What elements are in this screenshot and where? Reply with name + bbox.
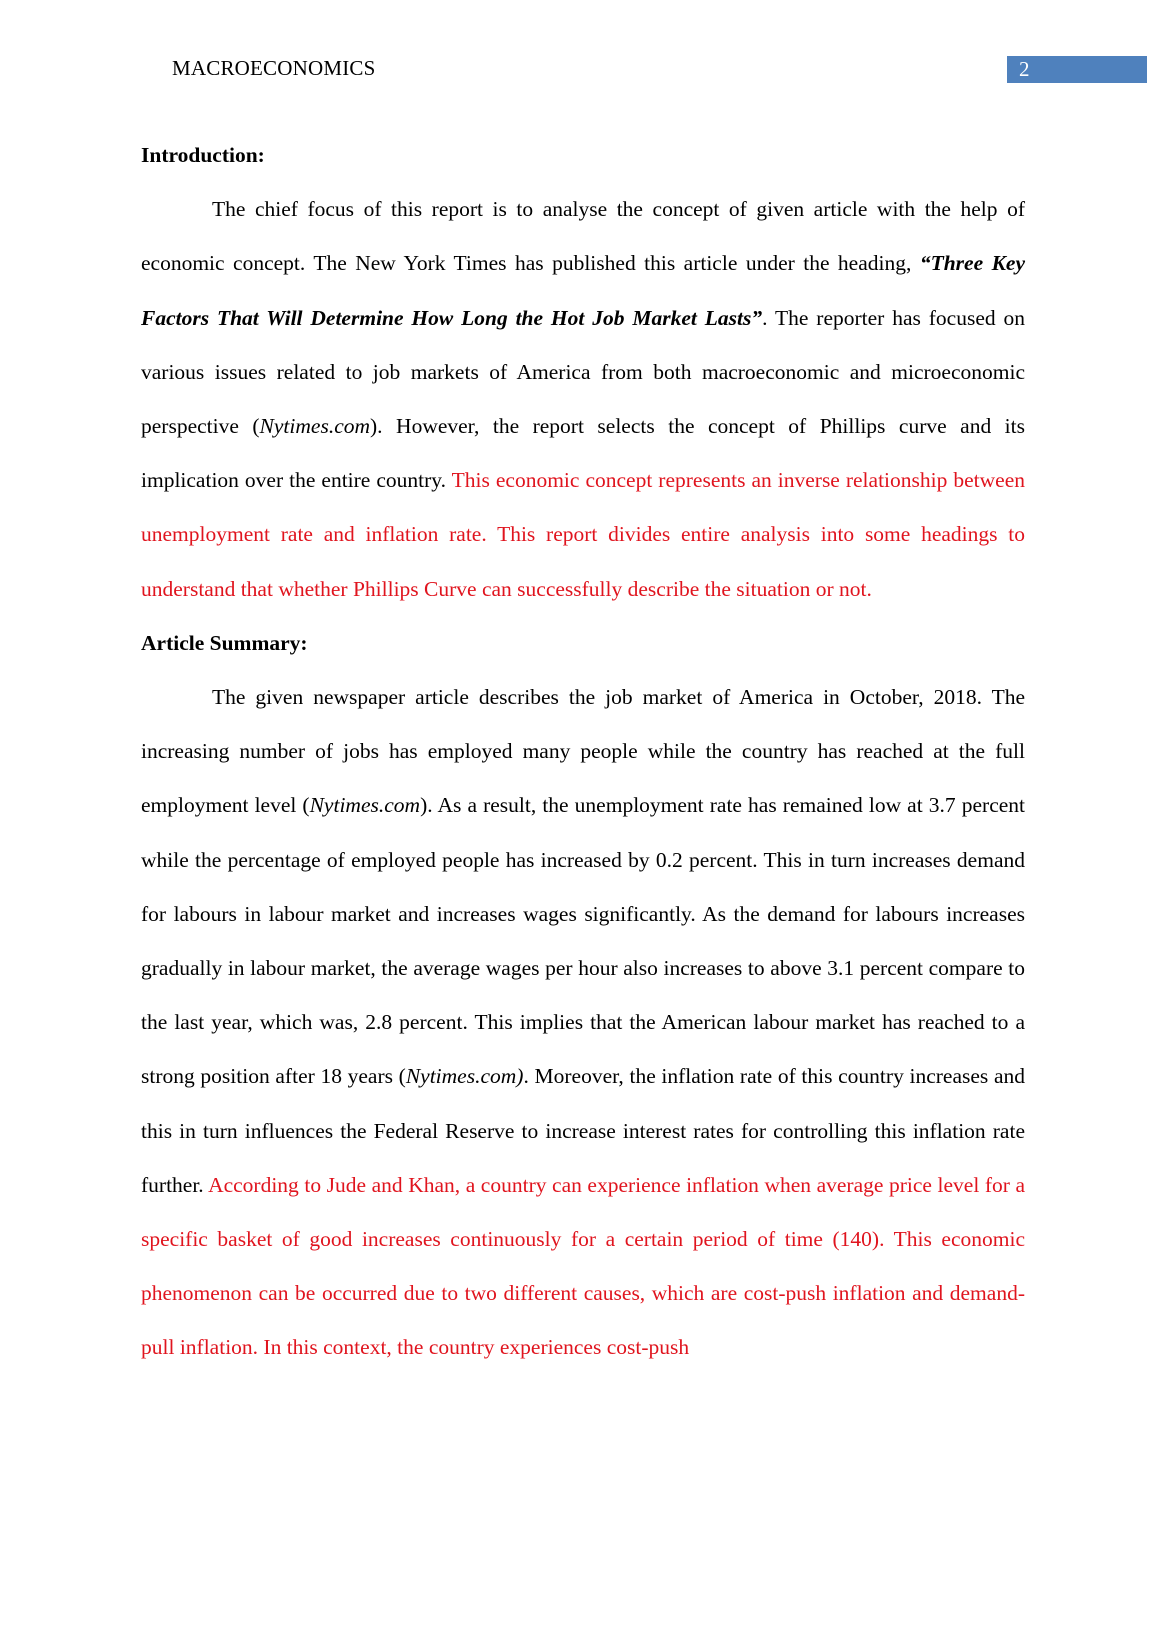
- highlighted-text: According to Jude and Khan, a country can experience inflation when average price level for a specific basket of good increases continuously for a certain period of time (140). This economic phenomenon can be occurred due to two different causes, which are cost-push inflation and demand-pull inflation. In this context, the country experiences cost-push: [141, 1172, 1026, 1360]
- summary-paragraph: [141, 670, 1025, 1375]
- highlighted-text: This economic concept represents an inverse relationship between unemployment rate and inflation rate. This report divides entire analysis into some headings to understand that whether Phillips Curve can successfully describe the situation or not.: [141, 468, 1025, 601]
- page-number: 2: [1007, 56, 1147, 83]
- article-title: “Three Key Factors That Will Determine How Long the Hot Job Market Lasts”: [141, 251, 1025, 330]
- citation: Nytimes.com): [405, 1064, 524, 1089]
- intro-text-1: The chief focus of this report is to analyse the concept of given article with the help of economic concept. The New York Times has published this article under the heading,: [141, 197, 1025, 276]
- summary-text-1: The given newspaper article describes the job market of America in October, 2018. The increasing number of jobs has employed many people while the country has reached at the full employment level (: [141, 685, 1025, 818]
- section-heading-article-summary: Article Summary:: [141, 630, 308, 655]
- summary-text-3: . Moreover, the inflation rate of this country increases and this in turn influences the Federal Reserve to increase interest rates for controlling this inflation rate further.: [141, 1064, 1026, 1197]
- intro-text-2: . The reporter has focused on various issues related to job markets of America from both macroeconomic and microeconomic perspective (: [141, 305, 1025, 439]
- summary-text-2: ). As a result, the unemployment rate has remained low at 3.7 percent while the percentage of employed people has increased by 0.2 percent. This in turn increases demand for labours in labour market and increases wages significantly. As the demand for labours increases gradually in labour market, the average wages per hour also increases to above 3.1 percent compare to the last year, which was, 2.8 percent. This implies that the American labour market has reached to a strong position after 18 years (: [141, 793, 1026, 1089]
- citation: Nytimes.com: [259, 414, 371, 439]
- intro-text-3: ). However, the report selects the concept of Phillips curve and its implication over the entire country.: [141, 414, 1025, 493]
- section-heading-introduction: Introduction:: [141, 143, 265, 167]
- introduction-paragraph: [141, 182, 1025, 616]
- running-head: MACROECONOMICS: [172, 56, 376, 80]
- citation: Nytimes.com: [309, 793, 421, 818]
- document-body: [141, 128, 1025, 1375]
